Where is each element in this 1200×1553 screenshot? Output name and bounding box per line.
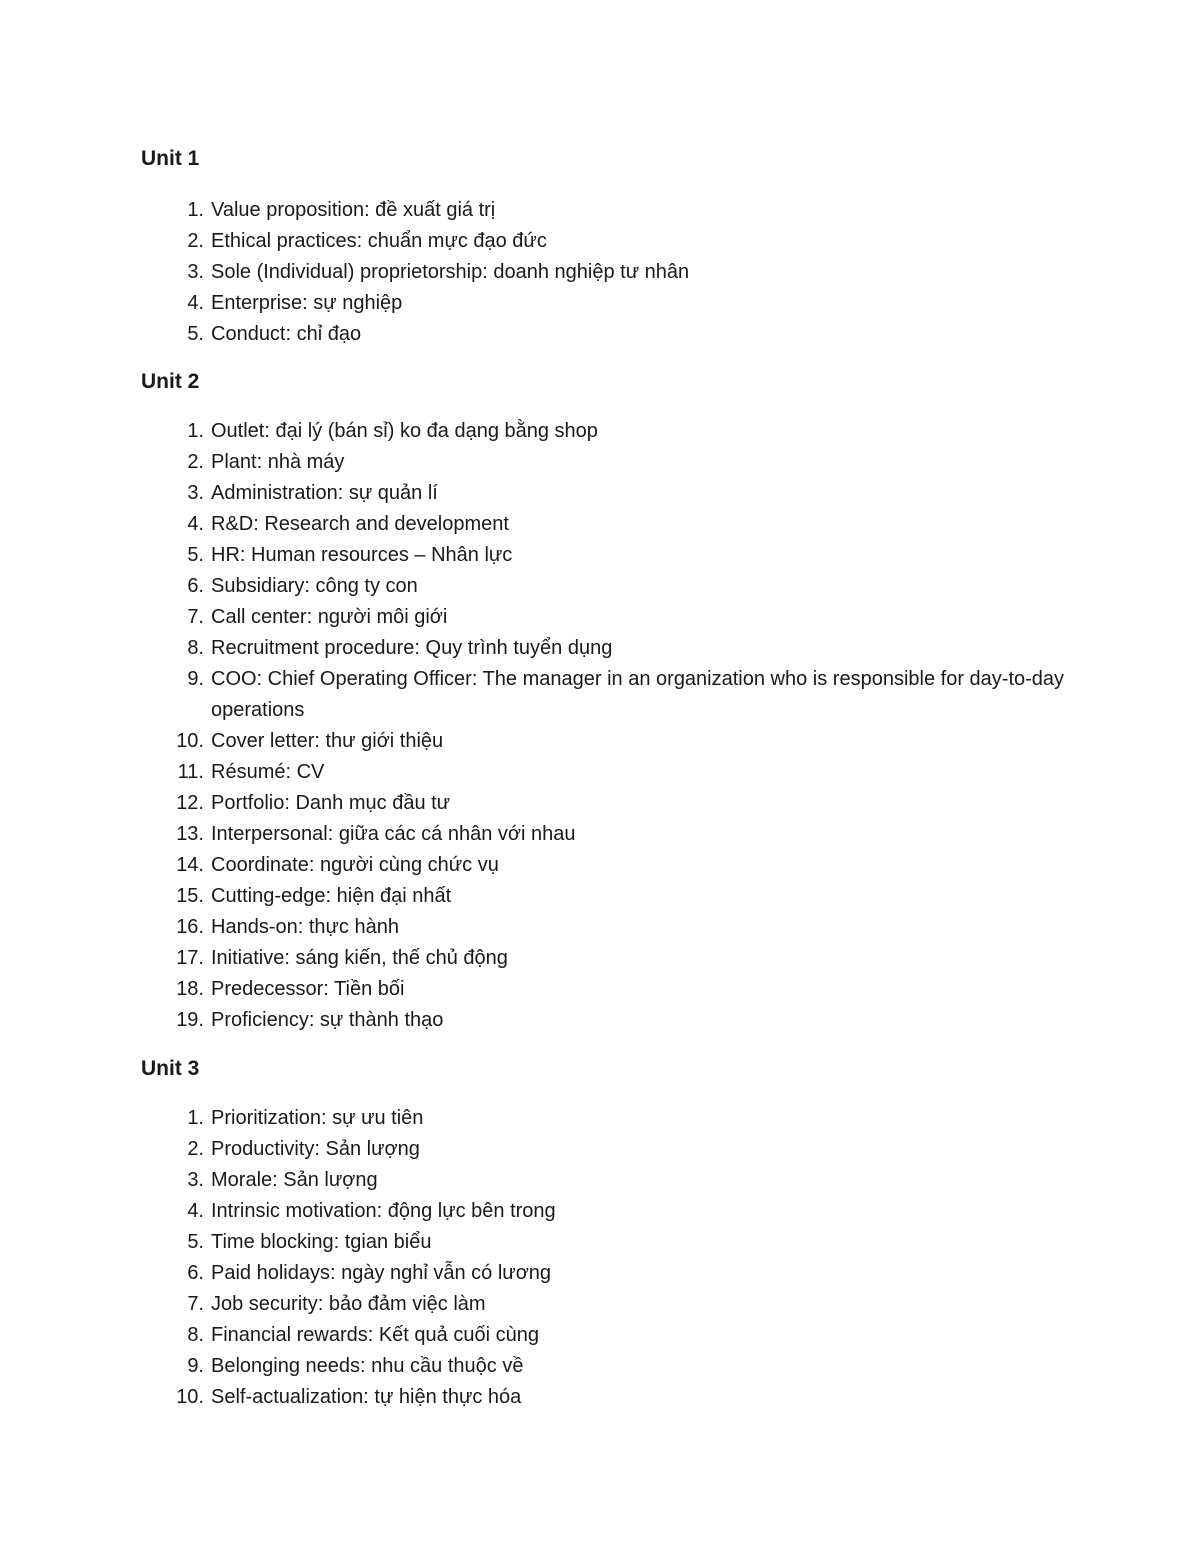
- list-item: [141, 447, 1081, 478]
- list-item: [141, 319, 1081, 350]
- item-number: 7.: [187, 1293, 204, 1315]
- item-text: Cover letter: thư giới thiệu: [211, 730, 444, 752]
- item-text: Outlet: đại lý (bán sỉ) ko đa dạng bằng shop: [211, 420, 598, 442]
- item-number: 8.: [187, 1324, 204, 1346]
- list-item: [141, 881, 1081, 912]
- list-item: [141, 974, 1081, 1005]
- item-number: 7.: [187, 606, 204, 628]
- list-item: [141, 819, 1081, 850]
- item-text: Interpersonal: giữa các cá nhân với nhau: [211, 823, 576, 845]
- vocab-list: [141, 1103, 1081, 1413]
- list-item: [141, 1134, 1081, 1165]
- list-item: [141, 602, 1081, 633]
- list-item: [141, 226, 1081, 257]
- list-item: [141, 633, 1081, 664]
- item-number: 13.: [176, 823, 204, 845]
- item-text: Proficiency: sự thành thạo: [211, 1009, 444, 1031]
- item-number: 1.: [187, 199, 204, 221]
- item-text: Conduct: chỉ đạo: [211, 323, 362, 345]
- item-number: 10.: [176, 730, 204, 752]
- vocab-list: [141, 195, 1081, 350]
- item-text: Call center: người môi giới: [211, 606, 448, 628]
- item-number: 17.: [176, 947, 204, 969]
- item-number: 4.: [187, 1200, 204, 1222]
- list-item: [141, 788, 1081, 819]
- item-text: Coordinate: người cùng chức vụ: [211, 854, 499, 876]
- unit-3-section: [141, 1055, 1081, 1413]
- item-text: Prioritization: sự ưu tiên: [211, 1107, 424, 1129]
- item-text: Morale: Sản lượng: [211, 1169, 378, 1191]
- item-text: Ethical practices: chuẩn mực đạo đức: [211, 230, 547, 252]
- list-item: [141, 509, 1081, 540]
- item-text: Hands-on: thực hành: [211, 916, 399, 938]
- item-number: 16.: [176, 916, 204, 938]
- list-item: [141, 478, 1081, 509]
- list-item: [141, 912, 1081, 943]
- item-number: 10.: [176, 1386, 204, 1408]
- item-text: Belonging needs: nhu cầu thuộc về: [211, 1355, 524, 1377]
- item-number: 15.: [176, 885, 204, 907]
- item-number: 5.: [187, 544, 204, 566]
- item-text: Administration: sự quản lí: [211, 482, 438, 504]
- item-number: 9.: [187, 668, 204, 690]
- item-number: 1.: [187, 1107, 204, 1129]
- item-number: 4.: [187, 292, 204, 314]
- item-number: 1.: [187, 420, 204, 442]
- item-text: Cutting-edge: hiện đại nhất: [211, 885, 452, 907]
- item-text: Recruitment procedure: Quy trình tuyển dụng: [211, 637, 613, 659]
- item-number: 4.: [187, 513, 204, 535]
- item-text: R&D: Research and development: [211, 513, 509, 535]
- list-item: [141, 1351, 1081, 1382]
- item-text: Time blocking: tgian biểu: [211, 1231, 432, 1253]
- unit-1-section: [141, 145, 1081, 350]
- list-item: [141, 726, 1081, 757]
- item-number: 3.: [187, 261, 204, 283]
- item-number: 5.: [187, 1231, 204, 1253]
- item-text: Predecessor: Tiền bối: [211, 978, 405, 1000]
- item-number: 8.: [187, 637, 204, 659]
- list-item: [141, 1382, 1081, 1413]
- item-text: Enterprise: sự nghiệp: [211, 292, 403, 314]
- list-item: [141, 1227, 1081, 1258]
- item-text: HR: Human resources – Nhân lực: [211, 544, 513, 566]
- list-item: [141, 1258, 1081, 1289]
- item-number: 3.: [187, 482, 204, 504]
- item-text: Paid holidays: ngày nghỉ vẫn có lương: [211, 1262, 552, 1284]
- item-number: 6.: [187, 575, 204, 597]
- unit-heading: Unit 1: [141, 147, 200, 170]
- unit-heading: Unit 2: [141, 370, 200, 393]
- item-number: 12.: [176, 792, 204, 814]
- item-number: 2.: [187, 1138, 204, 1160]
- list-item: [141, 257, 1081, 288]
- list-item: [141, 1103, 1081, 1134]
- list-item: [141, 1320, 1081, 1351]
- list-item: [141, 540, 1081, 571]
- item-text: Subsidiary: công ty con: [211, 575, 418, 597]
- item-text: Résumé: CV: [211, 761, 325, 783]
- item-text: Intrinsic motivation: động lực bên trong: [211, 1200, 556, 1222]
- list-item: [141, 664, 1081, 726]
- item-number: 5.: [187, 323, 204, 345]
- item-text: Productivity: Sản lượng: [211, 1138, 420, 1160]
- list-item: [141, 943, 1081, 974]
- list-item: [141, 288, 1081, 319]
- item-number: 14.: [176, 854, 204, 876]
- unit-heading: Unit 3: [141, 1057, 200, 1080]
- item-text: COO: Chief Operating Officer: The manager in an organization who is responsible for day-to-day operations: [211, 668, 1065, 721]
- item-number: 11.: [177, 761, 204, 783]
- item-text: Plant: nhà máy: [211, 451, 345, 473]
- item-text: Self-actualization: tự hiện thực hóa: [211, 1386, 522, 1408]
- vocab-list: [141, 416, 1081, 1036]
- list-item: [141, 571, 1081, 602]
- item-text: Value proposition: đề xuất giá trị: [211, 199, 496, 221]
- list-item: [141, 1005, 1081, 1036]
- item-number: 18.: [176, 978, 204, 1000]
- item-number: 19.: [176, 1009, 204, 1031]
- list-item: [141, 1165, 1081, 1196]
- item-text: Job security: bảo đảm việc làm: [211, 1293, 486, 1315]
- item-number: 2.: [187, 230, 204, 252]
- item-text: Sole (Individual) proprietorship: doanh nghiệp tư nhân: [211, 261, 690, 283]
- list-item: [141, 757, 1081, 788]
- list-item: [141, 850, 1081, 881]
- unit-2-section: [141, 368, 1081, 1036]
- item-text: Financial rewards: Kết quả cuối cùng: [211, 1324, 539, 1346]
- list-item: [141, 416, 1081, 447]
- item-number: 2.: [187, 451, 204, 473]
- item-number: 6.: [187, 1262, 204, 1284]
- list-item: [141, 1289, 1081, 1320]
- item-text: Portfolio: Danh mục đầu tư: [211, 792, 451, 814]
- list-item: [141, 1196, 1081, 1227]
- item-number: 9.: [187, 1355, 204, 1377]
- list-item: [141, 195, 1081, 226]
- item-text: Initiative: sáng kiến, thế chủ động: [211, 947, 508, 969]
- item-number: 3.: [187, 1169, 204, 1191]
